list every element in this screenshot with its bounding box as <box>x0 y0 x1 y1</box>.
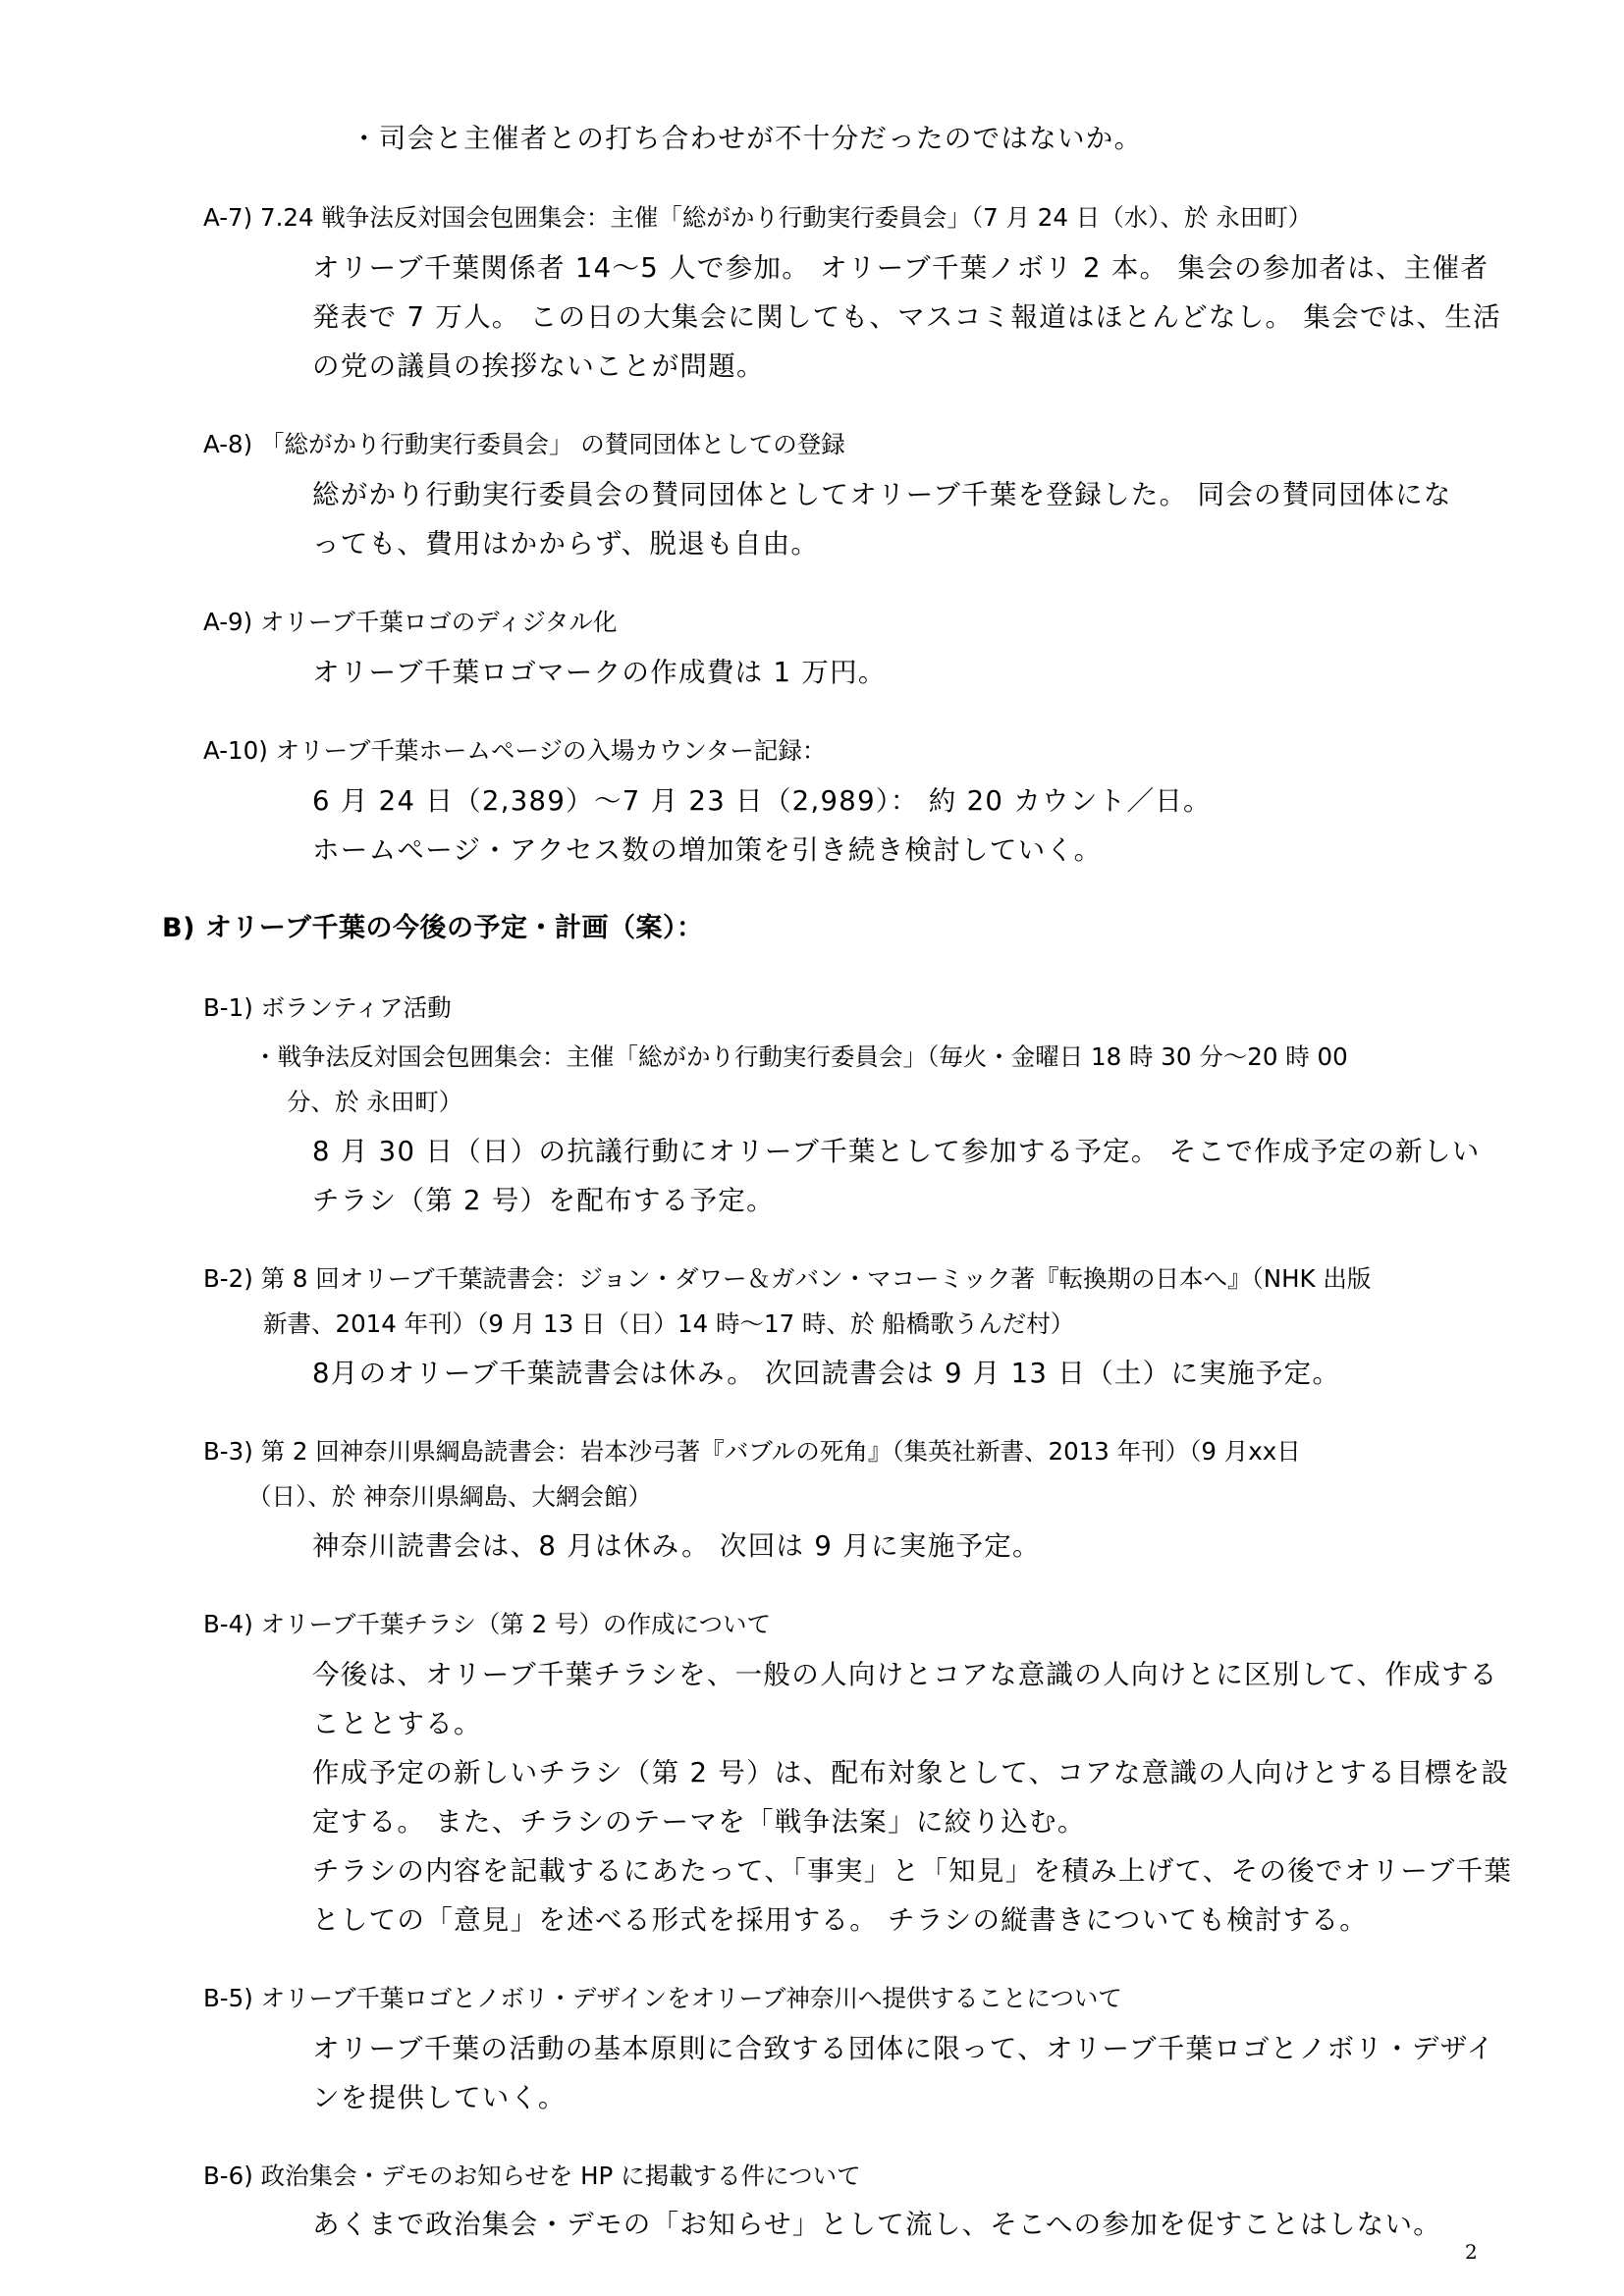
text-line: 分、於 永田町） <box>287 1088 463 1116</box>
text-line: 定する。 また、チラシのテーマを「戦争法案」に絞り込む。 <box>312 1806 1086 1838</box>
item-heading-a10: A-10) オリーブ千葉ホームページの入場カウンター記録： <box>203 736 827 765</box>
text-line: オリーブ千葉関係者 14～5 人で参加。 オリーブ千葉ノボリ 2 本。 集会の参加者は、主催者 <box>312 252 1489 284</box>
text-line: （日）、於 神奈川県綱島、大網会館） <box>247 1482 653 1511</box>
text-line: の党の議員の挨拶ないことが問題。 <box>312 350 765 382</box>
text-line: こととする。 <box>312 1708 482 1739</box>
page-number: 2 <box>1465 2240 1478 2264</box>
item-heading-b1: B-1) ボランティア活動 <box>203 993 452 1022</box>
text-line: ホームページ・アクセス数の増加策を引き続き検討していく。 <box>312 834 1103 866</box>
text-line: 今後は、オリーブ千葉チラシを、一般の人向けとコアな意識の人向けとに区別して、作成する <box>312 1659 1498 1690</box>
item-heading-a8: A-8) 「総がかり行動実行委員会」 の賛同団体としての登録 <box>203 430 845 458</box>
item-heading-b2: B-2) 第 8 回オリーブ千葉読書会：ジョン・ダワー＆ガバン・マコーミック著『転換期の日本へ』（NHK 出版 <box>203 1264 1372 1293</box>
text-line: オリーブ千葉ロゴマークの作成費は 1 万円。 <box>312 657 887 688</box>
text-line: ・戦争法反対国会包囲集会：主催「総がかり行動実行委員会」（毎火・金曜日 18 時 30 分～20 時 00 <box>253 1042 1348 1071</box>
item-heading-b5: B-5) オリーブ千葉ロゴとノボリ・デザインをオリーブ神奈川へ提供することについて <box>203 1984 1122 2012</box>
text-line: 作成予定の新しいチラシ（第 2 号）は、配布対象として、コアな意識の人向けとする目標を設 <box>312 1757 1510 1789</box>
text-line: 8月のオリーブ千葉読書会は休み。 次回読書会は 9 月 13 日（土）に実施予定。 <box>312 1358 1341 1389</box>
text-line: 8 月 30 日（日）の抗議行動にオリーブ千葉として参加する予定。 そこで作成予定の新しい <box>312 1136 1481 1167</box>
text-line: あくまで政治集会・デモの「お知らせ」として流し、そこへの参加を促すことはしない。 <box>312 2209 1442 2240</box>
text-line: ・司会と主催者との打ち合わせが不十分だったのではないか。 <box>351 123 1143 154</box>
text-line: 6 月 24 日（2,389）～7 月 23 日（2,989）： 約 20 カウント／日。 <box>312 785 1212 817</box>
item-heading-a9: A-9) オリーブ千葉ロゴのディジタル化 <box>203 608 618 636</box>
section-heading-b: B) オリーブ千葉の今後の予定・計画（案）： <box>162 913 704 943</box>
item-heading-a7: A-7) 7.24 戦争法反対国会包囲集会：主催「総がかり行動実行委員会」（7 月 24 日（水）、於 永田町） <box>203 203 1313 232</box>
text-line: 総がかり行動実行委員会の賛同団体としてオリーブ千葉を登録した。 同会の賛同団体にな <box>312 479 1452 510</box>
text-line: としての「意見」を述べる形式を採用する。 チラシの縦書きについても検討する。 <box>312 1904 1369 1936</box>
text-line: っても、費用はかからず、脱退も自由。 <box>312 528 820 560</box>
item-heading-b3: B-3) 第 2 回神奈川県綱島読書会：岩本沙弓著『バブルの死角』（集英社新書、2013 年刊）（9 月xx日 <box>203 1437 1301 1466</box>
item-heading-b6: B-6) 政治集会・デモのお知らせを HP に掲載する件について <box>203 2162 861 2190</box>
text-line: オリーブ千葉の活動の基本原則に合致する団体に限って、オリーブ千葉ロゴとノボリ・デザイ <box>312 2033 1495 2064</box>
text-line: チラシ（第 2 号）を配布する予定。 <box>312 1185 775 1216</box>
item-heading-b4: B-4) オリーブ千葉チラシ（第 2 号）の作成について <box>203 1610 772 1638</box>
text-line: ンを提供していく。 <box>312 2082 567 2113</box>
text-line: 新書、2014 年刊）（9 月 13 日（日）14 時～17 時、於 船橋歌うんだ村） <box>263 1309 1075 1338</box>
text-line: 神奈川読書会は、8 月は休み。 次回は 9 月に実施予定。 <box>312 1530 1041 1562</box>
text-line: チラシの内容を記載するにあたって、「事実」と「知見」を積み上げて、その後でオリーブ千葉 <box>312 1855 1513 1887</box>
text-line: 発表で 7 万人。 この日の大集会に関しても、マスコミ報道はほとんどなし。 集会では、生活 <box>312 301 1501 333</box>
